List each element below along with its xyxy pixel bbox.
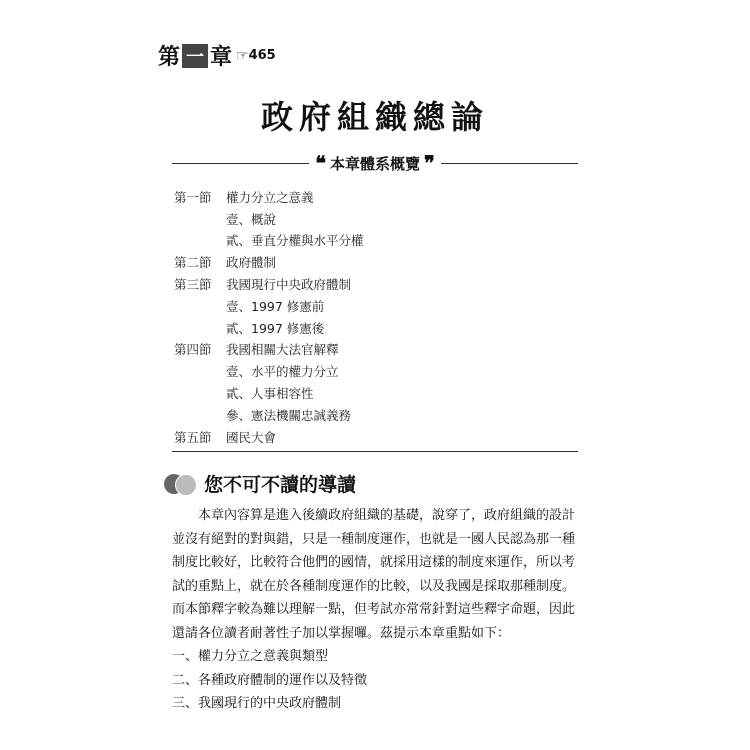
key-point-item: 一、權力分立之意義與類型 [172,649,329,664]
toc-subsection: 貳、1997 修憲後 [226,320,325,336]
toc-divider [172,451,578,452]
chapter-prefix: 第 [158,44,181,70]
close-quote-icon: ❞ [424,151,435,175]
toc-section-row [174,186,364,208]
pointing-hand-icon: ☞ [236,47,249,64]
toc-section-row [174,426,364,448]
toc-section-number: 第一節 [174,189,212,205]
overview-label-wrap [309,153,441,174]
toc-section-row [174,273,364,295]
paragraph-line: 而本節釋字較為難以理解一點，但考試亦常常針對這些釋字命題，因此 [172,602,576,617]
paragraph-line: 制度比較好，比較符合他們的國情，就採用這樣的制度來運作，所以考 [172,555,576,570]
toc-subsection: 壹、水平的權力分立 [226,364,339,380]
toc-subsection: 壹、1997 修憲前 [226,298,325,314]
toc-section-number: 第四節 [174,342,212,358]
overview-label: 本章體系概覽 [330,154,421,173]
paragraph-line: 本章內容算是進入後續政府組織的基礎，說穿了，政府組織的設計 [198,508,576,523]
toc-section-row [174,339,364,361]
chapter-suffix: 章 [210,44,233,70]
divider-right [441,163,578,164]
toc-section-number: 第五節 [174,429,212,445]
toc-section-row [174,251,364,273]
guide-heading-text: 您不可不讀的導讀 [204,474,357,496]
divider-left [172,163,309,164]
guide-heading [164,470,356,497]
toc-section-number: 第三節 [174,277,212,293]
toc-subsection: 壹、概說 [226,211,277,227]
toc-section-title: 我國相關大法官解釋 [226,342,339,358]
open-quote-icon: ❝ [315,151,326,175]
toc-subsection: 貳、人事相容性 [226,386,314,402]
toc-section-title: 權力分立之意義 [226,189,314,205]
table-of-contents [174,186,364,448]
double-circle-icon [164,473,198,495]
toc-subsection: 貳、垂直分權與水平分權 [226,233,364,249]
toc-section-title: 我國現行中央政府體制 [226,277,352,293]
paragraph-line: 試的重點上，就在於各種制度運作的比較，以及我國是採取那種制度。 [172,578,576,594]
overview-heading [172,150,578,176]
guide-body [172,504,582,716]
toc-section-title: 國民大會 [226,429,277,445]
toc-section-number: 第二節 [174,255,212,271]
chapter-number-box: 一 [182,44,208,68]
page-number: 465 [248,48,276,63]
toc-subsection: 參、憲法機關忠誠義務 [226,407,352,423]
key-point-item: 二、各種政府體制的運作以及特徵 [172,672,368,688]
chapter-title: 政府組織總論 [260,98,489,136]
chapter-header [158,40,276,71]
paragraph-line: 還請各位讀者耐著性子加以掌握囉。茲提示本章重點如下： [172,625,511,641]
key-point-item: 三、我國現行的中央政府體制 [172,696,342,711]
paragraph-line: 並沒有絕對的對與錯，只是一種制度運作，也就是一國人民認為那一種 [172,531,576,547]
toc-section-title: 政府體制 [226,255,277,271]
